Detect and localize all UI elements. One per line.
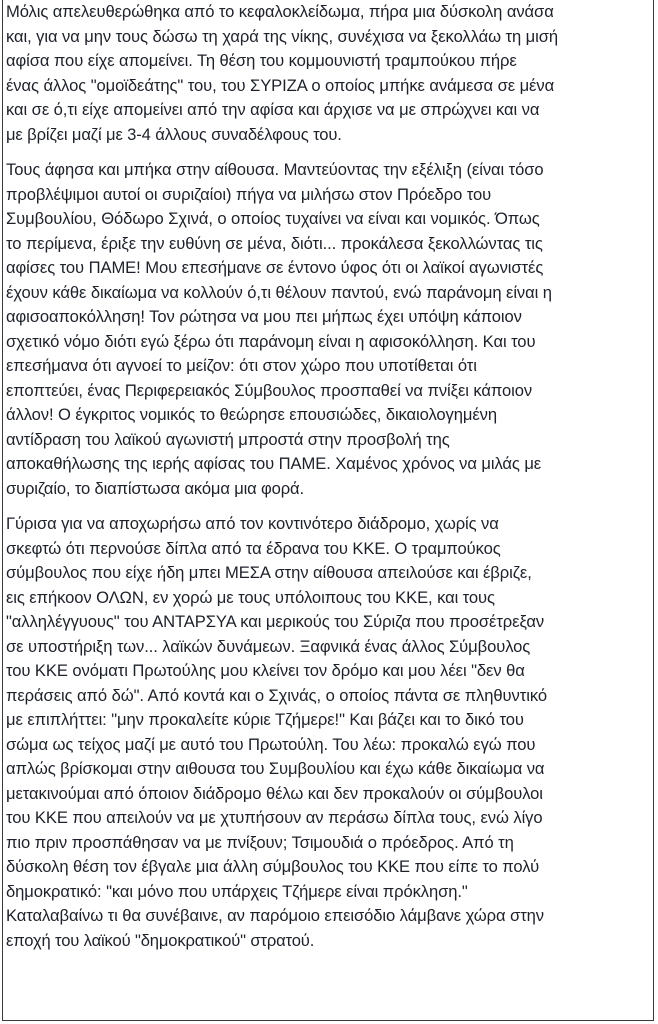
text-line: περάσεις από δώ". Από κοντά και ο Σχινάς, ο οποίος πάντα σε πληθυντικό [6,685,547,705]
text-line: εποπτεύει, ένας Περιφερειακός Σύμβουλος προσπαθεί να πνίξει κάποιον [6,380,533,400]
text-line: Μόλις απελευθερώθηκα από το κεφαλοκλείδωμα, πήρα μια δύσκολη ανάσα [6,2,554,21]
text-line: και, για να μην τους δώσω τη χαρά της νίκης, συνέχισα να ξεκολλάω τη μισή [6,26,559,46]
text-line: σκεφτώ ότι περνούσε δίπλα από τα έδρανα του ΚΚΕ. Ο τραμπούκος [6,538,501,558]
text-line: αφίσα που είχε απομείνει. Τη θέση του κομμουνιστή τραμπούκου πήρε [6,51,517,70]
text-line: Τους άφησα και μπήκα στην αίθουσα. Μαντεύοντας την εξέλιξη (είναι τόσο [6,160,544,179]
text-line: του ΚΚΕ ονόματι Πρωτούλης μου κλείνει τον δρόμο και μου λέει "δεν θα [6,661,525,680]
text-line: με επιπλήττει: "μην προκαλείτε κύριε Τζήμερε!" Και βάζει και το δικό του [6,710,524,729]
text-line: άλλον! Ο έγκριτος νομικός το θεώρησε επουσιώδες, δικαιολογημένη [6,405,497,424]
text-line: έχουν κάθε δικαίωμα να κολλούν ό,τι θέλουν παντού, ενώ παράνομη είναι η [6,282,552,302]
text-line: Συμβουλίου, Θόδωρο Σχινά, ο οποίος τυχαίνει να είναι και νομικός. Όπως [6,209,540,228]
text-line: το περίμενα, έριξε την ευθύνη σε μένα, διότι... προκάλεσα ξεκολλώντας τις [6,233,543,253]
text-line: εις επήκοον ΟΛΩΝ, εν χορώ με τους υπόλοιπους του ΚΚΕ, και τους [6,587,495,607]
text-line: αφίσες του ΠΑΜΕ! Μου επεσήμανε σε έντονο ύφος ότι οι λαϊκοί αγωνιστές [6,258,544,277]
text-line: σύμβουλος που είχε ήδη μπει ΜΕΣΑ στην αίθουσα απειλούσε και έβριζε, [6,563,532,582]
paragraph-1 [6,0,652,147]
text-line: επεσήμανα ότι αγνοεί το μείζον: ότι στον χώρο που υποτίθεται ότι [6,356,477,375]
text-line: αποκαθήλωσης της ιερής αφίσας του ΠΑΜΕ. Χαμένος χρόνος να μιλάς με [6,454,542,473]
paragraph-2 [6,158,652,501]
text-line: εποχή του λαϊκού "δημοκρατικού" στρατού. [6,930,315,950]
text-line: "αλληλέγγυους" του ΑΝΤΑΡΣΥΑ και μερικούς του Σύριζα που προσέτρεξαν [6,612,545,631]
text-line: σχετικό νόμο διότι εγώ ξέρω ότι παράνομη είναι η αφισοκόλληση. Και του [6,331,536,351]
paragraph-3 [6,512,652,953]
text-line: σε υποστήριξη των... λαϊκών δυνάμεων. Ξαφνικά ένας άλλος Σύμβουλος [6,636,531,656]
text-line: πιο πριν προσπάθησαν να με πνίξουν; Τσιμουδιά ο πρόεδρος. Από τη [6,832,514,852]
text-line: δύσκολη θέση τον έβγαλε μια άλλη σύμβουλος του ΚΚΕ που είπε το πολύ [6,857,540,876]
post-body [6,0,652,964]
text-line: προβλέψιμοι αυτοί οι συριζαίοι) πήγα να μιλήσω στον Πρόεδρο του [6,184,492,204]
text-line: σώμα ως τείχος μαζί με αυτό του Πρωτούλη. Του λέω: προκαλώ εγώ που [6,734,536,754]
text-line: ένας άλλος "ομοϊδεάτης" του, του ΣΥΡΙΖΑ ο οποίος μπήκε ανάμεσα σε μένα [6,75,555,95]
text-line: του ΚΚΕ που απειλούν να με χτυπήσουν αν περάσω δίπλα τους, ενώ λίγο [6,808,543,827]
text-line: αφισοαποκόλληση! Τον ρώτησα να μου πει μήπως έχει υπόψη κάποιον [6,307,522,326]
text-line: μετακινούμαι από όποιον διάδρομο θέλω και δεν προκαλούν οι σύμβουλοι [6,783,543,803]
text-line: Γύρισα για να αποχωρήσω από τον κοντινότερο διάδρομο, χωρίς να [6,514,499,533]
text-line: αντίδραση του λαϊκού αγωνιστή μπροστά στην προσβολή της [6,429,450,449]
text-line: Καταλαβαίνω τι θα συνέβαινε, αν παρόμοιο επεισόδιο λάμβανε χώρα στην [6,906,545,925]
text-line: και σε ό,τι είχε απομείνει από την αφίσα και άρχισε να με σπρώχνει και να [6,100,540,119]
text-line: με βρίζει μαζί με 3-4 άλλους συναδέλφους του. [6,124,342,144]
text-line: απλώς βρίσκομαι στην αιθουσα του Συμβουλίου και έχω κάθε δικαίωμα να [6,759,545,778]
text-line: συριζαίο, το διαπίστωσα ακόμα μια φορά. [6,478,304,498]
text-line: δημοκρατικό: "και μόνο που υπάρχεις Τζήμερε είναι πρόκληση." [6,881,468,901]
